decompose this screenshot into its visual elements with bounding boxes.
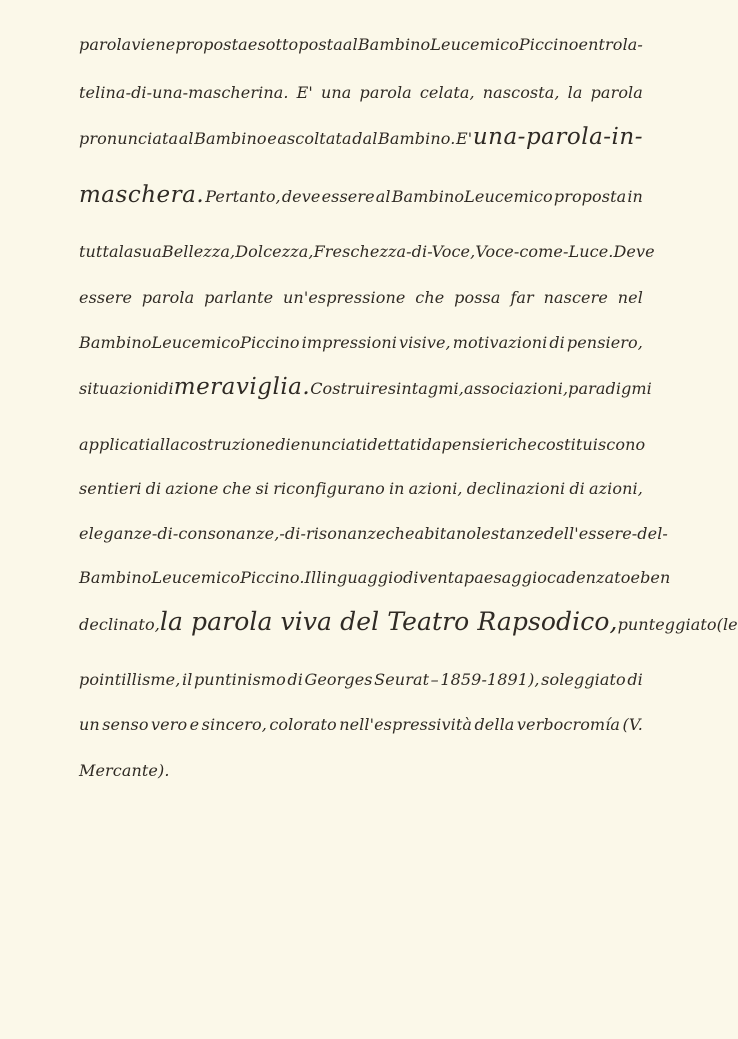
word: Pertanto, [205, 187, 281, 206]
word: nel [617, 288, 643, 307]
word: Costruire [310, 379, 388, 398]
text-line [79, 374, 652, 400]
word: – [430, 670, 439, 689]
word: BambinoLeucemicoPiccino. [79, 568, 305, 587]
word: Deve [613, 242, 655, 261]
word: pointillisme, [79, 670, 181, 689]
word: 1859-1891), [440, 670, 540, 689]
word: Bellezza, [161, 242, 236, 261]
word: e [267, 129, 277, 148]
word: la [567, 83, 583, 102]
word: azione [165, 479, 219, 498]
word: essere [321, 187, 375, 206]
word: puntinismo [193, 670, 286, 689]
text-line [79, 479, 643, 499]
word: azioni, [588, 479, 643, 498]
word: Freschezza-di-Voce, [313, 242, 476, 261]
word: celata, [419, 83, 475, 102]
word: la parola viva del Teatro Rapsodico, [159, 607, 618, 636]
word: Bambino. [378, 129, 456, 148]
word: stanze [490, 524, 544, 543]
word: un [79, 715, 100, 734]
text-line [79, 435, 646, 455]
word: di [287, 670, 303, 689]
word: dell'essere-del- [543, 524, 668, 543]
text-line [79, 124, 643, 150]
word: ascoltata [277, 129, 352, 148]
word: BambinoLeucemicoPiccino [357, 35, 579, 54]
word: visive, [398, 333, 451, 352]
word: Seurat [374, 670, 430, 689]
word: di [145, 479, 162, 498]
word: possa [454, 288, 501, 307]
word: di [158, 379, 174, 398]
word: Il [304, 568, 317, 587]
word: diventa [403, 568, 464, 587]
text-line [79, 35, 643, 55]
word: colorato [269, 715, 337, 734]
word: che [507, 435, 537, 454]
word: che [415, 288, 445, 307]
word: al [375, 187, 391, 206]
word: Georges [304, 670, 373, 689]
word: viene [131, 35, 176, 54]
word: parola [359, 83, 412, 102]
word: e [189, 715, 200, 734]
word: costruzione [179, 435, 276, 454]
word: meraviglia. [173, 374, 311, 400]
word: eleganze-di-consonanze, [79, 524, 280, 543]
word: al [342, 35, 358, 54]
text-line [79, 761, 643, 781]
word: e [630, 568, 641, 587]
word: impressioni [301, 333, 397, 352]
text-line [79, 715, 643, 735]
word: la [118, 242, 134, 261]
word: pensieri [441, 435, 508, 454]
word: che [385, 524, 415, 543]
word: di [275, 435, 291, 454]
word: proposta [553, 187, 627, 206]
word: cadenzato [547, 568, 631, 587]
word: parola [79, 35, 132, 54]
word: proposta [175, 35, 248, 54]
word: alla [150, 435, 180, 454]
text-line [79, 333, 643, 353]
word: Mercante). [79, 761, 170, 780]
word: di [549, 333, 565, 352]
word: tutta [79, 242, 119, 261]
word: (V. [622, 715, 643, 734]
word: una [320, 83, 352, 102]
word: maschera. [79, 182, 205, 208]
word: una-parola-in- [472, 124, 643, 150]
word: nascosta, [482, 83, 560, 102]
word: azioni, [408, 479, 463, 498]
word: paesaggio [463, 568, 548, 587]
word: applicati [79, 435, 151, 454]
word: (le [716, 615, 738, 634]
word: BambinoLeucemico [391, 187, 553, 206]
word: enunciati [290, 435, 368, 454]
word: E' [296, 83, 313, 102]
word: sentieri [79, 479, 142, 498]
word: un'espressione [283, 288, 406, 307]
word: essere [79, 288, 133, 307]
word: punteggiato [617, 615, 717, 634]
word: deve [281, 187, 321, 206]
word: riconfigurano [273, 479, 385, 498]
word: pensiero, [566, 333, 643, 352]
word: entro [578, 35, 623, 54]
text-line [79, 83, 643, 103]
text-line [79, 182, 643, 208]
text-line [79, 607, 738, 636]
word: declinato, [79, 615, 160, 634]
word: parlante [204, 288, 274, 307]
word: dettati [367, 435, 422, 454]
text-line [79, 670, 643, 690]
word: che [222, 479, 252, 498]
word: paradigmi [568, 379, 652, 398]
word: linguaggio [316, 568, 404, 587]
word: pronunciata [79, 129, 179, 148]
word: declinazioni [466, 479, 566, 498]
word: telina-di-una-mascherina. [79, 83, 289, 102]
word: associazioni, [463, 379, 569, 398]
word: nascere [543, 288, 608, 307]
word: la- [622, 35, 643, 54]
word: -di-risonanze [279, 524, 386, 543]
word: costituiscono [536, 435, 646, 454]
word: BambinoLeucemicoPiccino [79, 333, 300, 352]
text-line [79, 524, 668, 544]
word: Dolcezza, [235, 242, 314, 261]
word: situazioni [79, 379, 159, 398]
word: si [255, 479, 270, 498]
word: il [181, 670, 193, 689]
word: vero [151, 715, 188, 734]
word: parola [590, 83, 643, 102]
word: dal [352, 129, 378, 148]
word: della [474, 715, 515, 734]
text-line [79, 568, 671, 588]
text-line [79, 242, 655, 262]
word: e [247, 35, 258, 54]
word: abitano [414, 524, 477, 543]
word: soleggiato [541, 670, 626, 689]
word: di [627, 670, 643, 689]
word: parola [141, 288, 195, 307]
word: far [510, 288, 534, 307]
word: sincero, [201, 715, 267, 734]
word: sua [133, 242, 162, 261]
word: motivazioni [452, 333, 548, 352]
word: in [627, 187, 643, 206]
word: le [476, 524, 491, 543]
word: ben [640, 568, 671, 587]
word: da [421, 435, 442, 454]
word: in [388, 479, 405, 498]
word: E' [455, 129, 473, 148]
text-line [79, 288, 643, 308]
word: nell'espressività [339, 715, 472, 734]
word: senso [102, 715, 149, 734]
word: di [569, 479, 585, 498]
word: Bambino [194, 129, 267, 148]
word: al [178, 129, 194, 148]
word: sintagmi, [387, 379, 464, 398]
word: Voce-come-Luce. [475, 242, 614, 261]
word: sottoposta [257, 35, 343, 54]
word: verbocromía [516, 715, 621, 734]
